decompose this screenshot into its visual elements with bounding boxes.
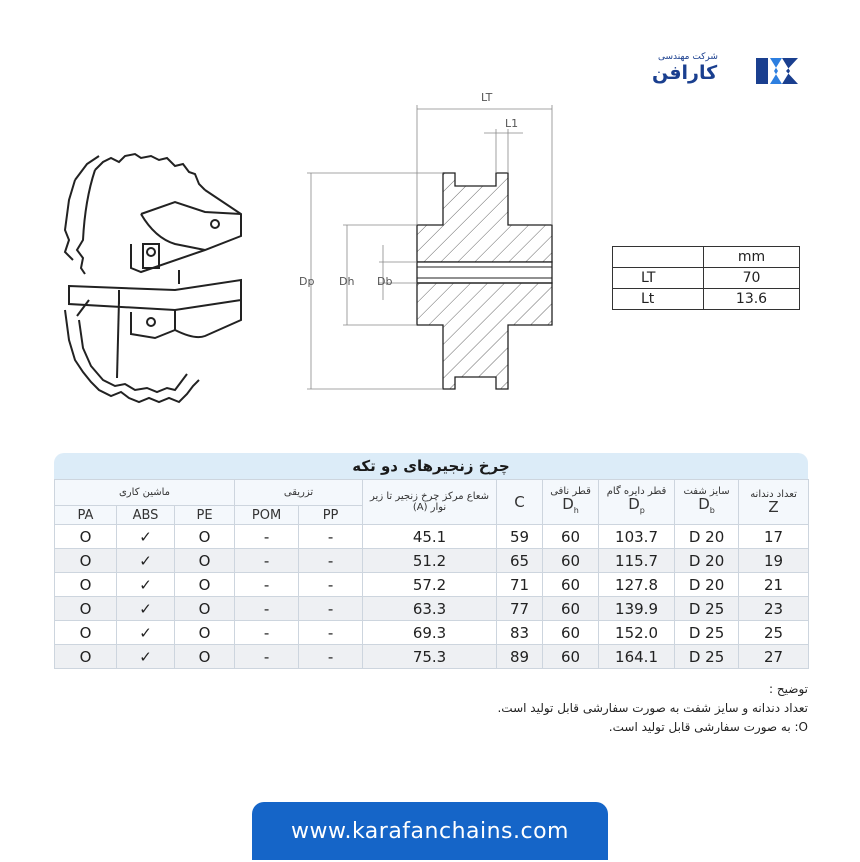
company-logo bbox=[650, 50, 800, 90]
cell-c: 89 bbox=[497, 645, 543, 669]
cell-dp: 152.0 bbox=[599, 621, 675, 645]
logo-mark-icon bbox=[754, 56, 800, 86]
notes-heading: توضیح : bbox=[769, 682, 808, 696]
table-row bbox=[55, 621, 809, 645]
cell-pe: O bbox=[175, 621, 235, 645]
cell-pe: O bbox=[175, 597, 235, 621]
cell-z: 17 bbox=[739, 525, 809, 549]
cell-db: D 20 bbox=[675, 549, 739, 573]
cell-dp: 115.7 bbox=[599, 549, 675, 573]
cell-pe: O bbox=[175, 525, 235, 549]
cell-abs: ✓ bbox=[117, 621, 175, 645]
cell-pa: O bbox=[55, 621, 117, 645]
header-dp: قطر دایره گام $D_p$ bbox=[599, 480, 675, 525]
cell-dh: 60 bbox=[543, 525, 599, 549]
spec-table-title: چرخ زنجیرهای دو تکه bbox=[54, 453, 808, 479]
cell-db: D 20 bbox=[675, 573, 739, 597]
cell-z: 25 bbox=[739, 621, 809, 645]
spec-table bbox=[54, 479, 809, 669]
cell-pa: O bbox=[55, 645, 117, 669]
cell-a: 75.3 bbox=[363, 645, 497, 669]
header-dh: قطر نافی $D_h$ bbox=[543, 480, 599, 525]
sprocket-cross-section bbox=[295, 85, 570, 400]
cell-pp: - bbox=[299, 573, 363, 597]
dims-value-lt: 70 bbox=[704, 268, 800, 289]
cell-a: 45.1 bbox=[363, 525, 497, 549]
cell-pa: O bbox=[55, 573, 117, 597]
dims-unit: mm bbox=[704, 247, 800, 268]
header-db: سایز شفت $D_b$ bbox=[675, 480, 739, 525]
cell-pp: - bbox=[299, 549, 363, 573]
notes-line-2: O: به صورت سفارشی قابل تولید است. bbox=[608, 720, 808, 734]
cell-pa: O bbox=[55, 525, 117, 549]
cell-c: 59 bbox=[497, 525, 543, 549]
cell-z: 23 bbox=[739, 597, 809, 621]
notes bbox=[420, 680, 808, 737]
cell-abs: ✓ bbox=[117, 597, 175, 621]
cell-pp: - bbox=[299, 597, 363, 621]
header-machining: ماشین کاری bbox=[55, 480, 235, 506]
logo-name: کارافن bbox=[652, 62, 718, 84]
cell-abs: ✓ bbox=[117, 573, 175, 597]
cell-pa: O bbox=[55, 597, 117, 621]
cell-pp: - bbox=[299, 525, 363, 549]
header-injection: تزریقی bbox=[235, 480, 363, 506]
cell-pom: - bbox=[235, 621, 299, 645]
cell-pom: - bbox=[235, 549, 299, 573]
cell-c: 71 bbox=[497, 573, 543, 597]
dh-label: Dh bbox=[339, 275, 355, 288]
header-pa: PA bbox=[55, 506, 117, 525]
cell-pp: - bbox=[299, 645, 363, 669]
cell-pe: O bbox=[175, 573, 235, 597]
spec-table-card bbox=[54, 453, 808, 669]
table-row bbox=[55, 597, 809, 621]
dims-label-lt: LT bbox=[613, 268, 704, 289]
cell-pe: O bbox=[175, 549, 235, 573]
cell-a: 51.2 bbox=[363, 549, 497, 573]
cell-pp: - bbox=[299, 621, 363, 645]
table-row bbox=[55, 573, 809, 597]
logo-subtitle: شرکت مهندسی bbox=[658, 52, 718, 62]
cell-db: D 25 bbox=[675, 621, 739, 645]
cell-db: D 25 bbox=[675, 645, 739, 669]
header-pp: PP bbox=[299, 506, 363, 525]
header-abs: ABS bbox=[117, 506, 175, 525]
cell-pom: - bbox=[235, 525, 299, 549]
cell-db: D 20 bbox=[675, 525, 739, 549]
header-a: شعاع مرکز چرخ زنجیر تا زیر نوار (A) bbox=[363, 480, 497, 525]
cell-z: 19 bbox=[739, 549, 809, 573]
lt-label: LT bbox=[481, 91, 493, 104]
cell-pe: O bbox=[175, 645, 235, 669]
table-row bbox=[55, 525, 809, 549]
cell-dp: 139.9 bbox=[599, 597, 675, 621]
cell-dp: 164.1 bbox=[599, 645, 675, 669]
spec-table-body bbox=[55, 525, 809, 669]
notes-line-1: تعداد دندانه و سایز شفت به صورت سفارشی قابل تولید است. bbox=[497, 701, 808, 715]
cell-pom: - bbox=[235, 645, 299, 669]
cell-abs: ✓ bbox=[117, 645, 175, 669]
cell-c: 65 bbox=[497, 549, 543, 573]
cell-pa: O bbox=[55, 549, 117, 573]
cell-z: 27 bbox=[739, 645, 809, 669]
cell-dh: 60 bbox=[543, 549, 599, 573]
cell-db: D 25 bbox=[675, 597, 739, 621]
l1-label: L1 bbox=[505, 117, 519, 130]
cell-abs: ✓ bbox=[117, 525, 175, 549]
cell-dp: 103.7 bbox=[599, 525, 675, 549]
cell-dh: 60 bbox=[543, 573, 599, 597]
cell-dh: 60 bbox=[543, 621, 599, 645]
cell-pom: - bbox=[235, 573, 299, 597]
cell-abs: ✓ bbox=[117, 549, 175, 573]
db-label: Db bbox=[377, 275, 393, 288]
cell-z: 21 bbox=[739, 573, 809, 597]
dims-label-l1: Lt bbox=[613, 289, 704, 310]
dimensions-table bbox=[612, 246, 800, 310]
cell-c: 83 bbox=[497, 621, 543, 645]
cell-a: 69.3 bbox=[363, 621, 497, 645]
header-z: تعداد دندانه Z bbox=[739, 480, 809, 525]
cell-a: 63.3 bbox=[363, 597, 497, 621]
dims-value-l1: 13.6 bbox=[704, 289, 800, 310]
header-pe: PE bbox=[175, 506, 235, 525]
cell-pom: - bbox=[235, 597, 299, 621]
footer-url[interactable]: www.karafanchains.com bbox=[252, 802, 608, 860]
cell-dh: 60 bbox=[543, 597, 599, 621]
header-pom: POM bbox=[235, 506, 299, 525]
cell-dh: 60 bbox=[543, 645, 599, 669]
header-c: C bbox=[497, 480, 543, 525]
sprocket-3d-illustration bbox=[55, 140, 255, 420]
cell-c: 77 bbox=[497, 597, 543, 621]
table-row bbox=[55, 549, 809, 573]
cell-a: 57.2 bbox=[363, 573, 497, 597]
table-row bbox=[55, 645, 809, 669]
dp-label: Dp bbox=[299, 275, 315, 288]
cell-dp: 127.8 bbox=[599, 573, 675, 597]
